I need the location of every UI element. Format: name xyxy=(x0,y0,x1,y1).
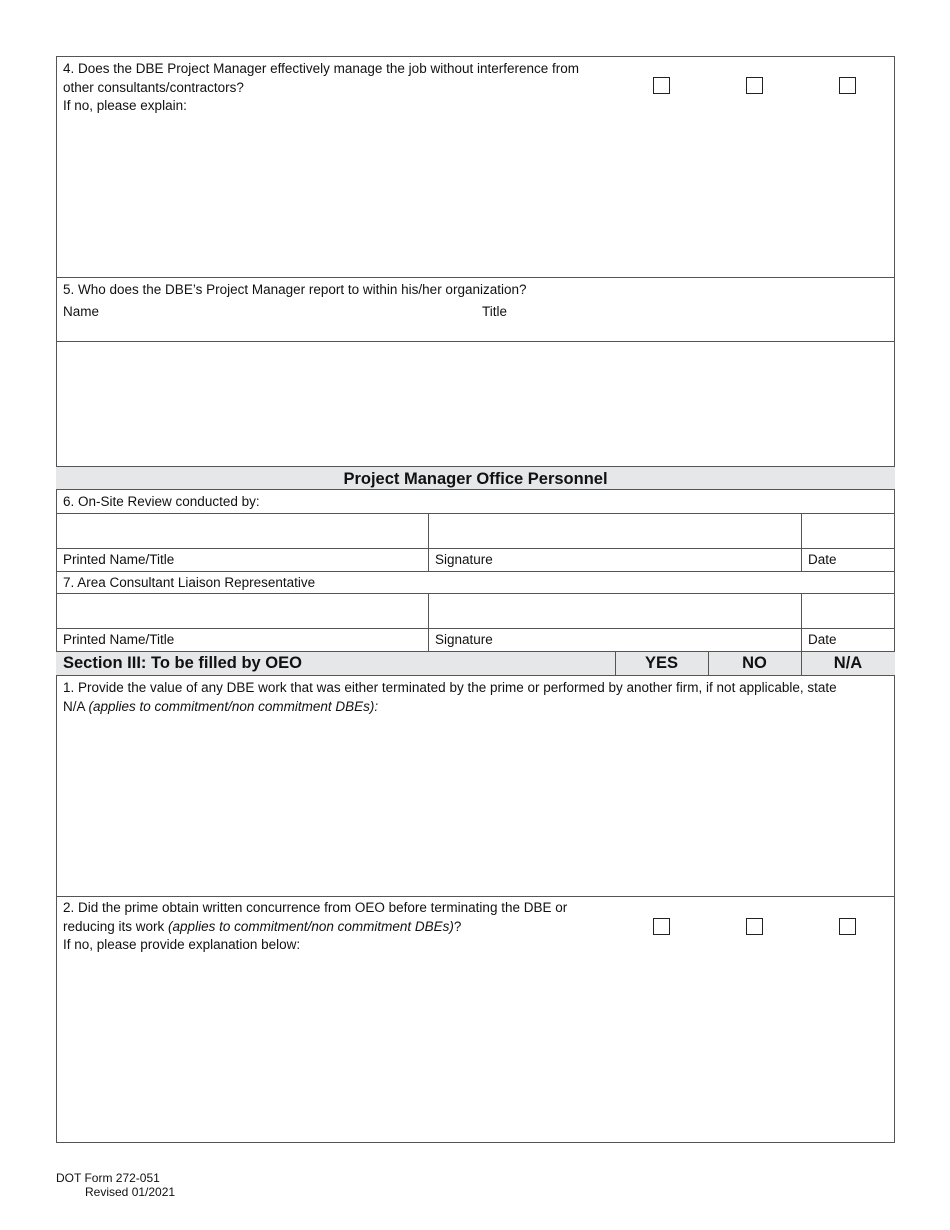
q7-date-label: Date xyxy=(808,632,837,647)
q4-na-checkbox[interactable] xyxy=(839,77,856,94)
s3-q2-no-checkbox[interactable] xyxy=(746,918,763,935)
section-3-question-1-line-2: N/A xyxy=(63,698,89,714)
yes-column-header: YES xyxy=(644,654,679,672)
q7-printed-name-label: Printed Name/Title xyxy=(63,632,175,647)
q6-date-label: Date xyxy=(808,552,837,567)
question-6: 6. On-Site Review conducted by: xyxy=(63,494,260,509)
question-4-line-3: If no, please explain: xyxy=(63,98,187,113)
section-3-question-1-line-1: 1. Provide the value of any DBE work that was either terminated by the prime or performed by another firm, if not applicable, state xyxy=(63,680,837,695)
divider xyxy=(56,593,895,594)
section-3-q1-answer-field[interactable] xyxy=(60,720,890,890)
divider xyxy=(56,513,895,514)
divider xyxy=(56,277,895,278)
column-divider xyxy=(801,593,802,651)
divider xyxy=(56,896,895,897)
revision-date: Revised 01/2021 xyxy=(85,1185,176,1199)
q6-printed-name-label: Printed Name/Title xyxy=(63,552,175,567)
form-number: DOT Form 272-051 xyxy=(56,1171,160,1185)
q7-signature-input[interactable] xyxy=(430,595,800,626)
q6-printed-name-input[interactable] xyxy=(58,515,426,546)
q7-signature-label: Signature xyxy=(435,632,493,647)
divider xyxy=(56,341,895,342)
q7-date-input[interactable] xyxy=(803,595,893,626)
q5-answer-field[interactable] xyxy=(60,345,890,461)
section-3-question-2-line-2: reducing its work xyxy=(63,918,169,934)
q6-date-input[interactable] xyxy=(803,515,893,546)
divider xyxy=(56,628,895,629)
na-column-header: N/A xyxy=(833,654,863,672)
applies-note: (applies to commitment/non commitment DBEs) xyxy=(168,918,454,934)
section-3-q2-explanation-field[interactable] xyxy=(60,960,890,1136)
question-4-line-1: 4. Does the DBE Project Manager effectively manage the job without interference from xyxy=(63,61,580,76)
q4-yes-checkbox[interactable] xyxy=(653,77,670,94)
q4-explanation-field[interactable] xyxy=(60,118,890,270)
title-label: Title xyxy=(482,304,508,319)
question-5: 5. Who does the DBE’s Project Manager report to within his/her organization? xyxy=(63,282,527,297)
q7-printed-name-input[interactable] xyxy=(58,595,426,626)
section-3-question-2-line-1: 2. Did the prime obtain written concurrence from OEO before terminating the DBE or xyxy=(63,900,568,915)
section-3-question-1 xyxy=(57,679,893,716)
column-divider xyxy=(428,513,429,571)
divider xyxy=(56,548,895,549)
column-divider xyxy=(428,593,429,651)
s3-q2-na-checkbox[interactable] xyxy=(839,918,856,935)
question-4-line-2: other consultants/contractors? xyxy=(63,79,244,95)
section-3-question-2-line-3: If no, please provide explanation below: xyxy=(63,937,301,952)
question-4 xyxy=(57,60,617,116)
personnel-heading: Project Manager Office Personnel xyxy=(56,466,895,490)
applies-note: (applies to commitment/non commitment DBEs): xyxy=(88,698,379,714)
section-3-question-2 xyxy=(57,899,617,955)
question-7: 7. Area Consultant Liaison Representative xyxy=(63,575,316,590)
s3-q2-yes-checkbox[interactable] xyxy=(653,918,670,935)
name-label: Name xyxy=(63,304,100,319)
question-mark: ? xyxy=(453,918,462,934)
column-divider xyxy=(801,513,802,571)
no-column-header: NO xyxy=(742,654,767,672)
q4-no-checkbox[interactable] xyxy=(746,77,763,94)
divider xyxy=(56,571,895,572)
section-3-title: Section III: To be filled by OEO xyxy=(63,654,302,672)
q6-signature-input[interactable] xyxy=(430,515,800,546)
q6-signature-label: Signature xyxy=(435,552,493,567)
